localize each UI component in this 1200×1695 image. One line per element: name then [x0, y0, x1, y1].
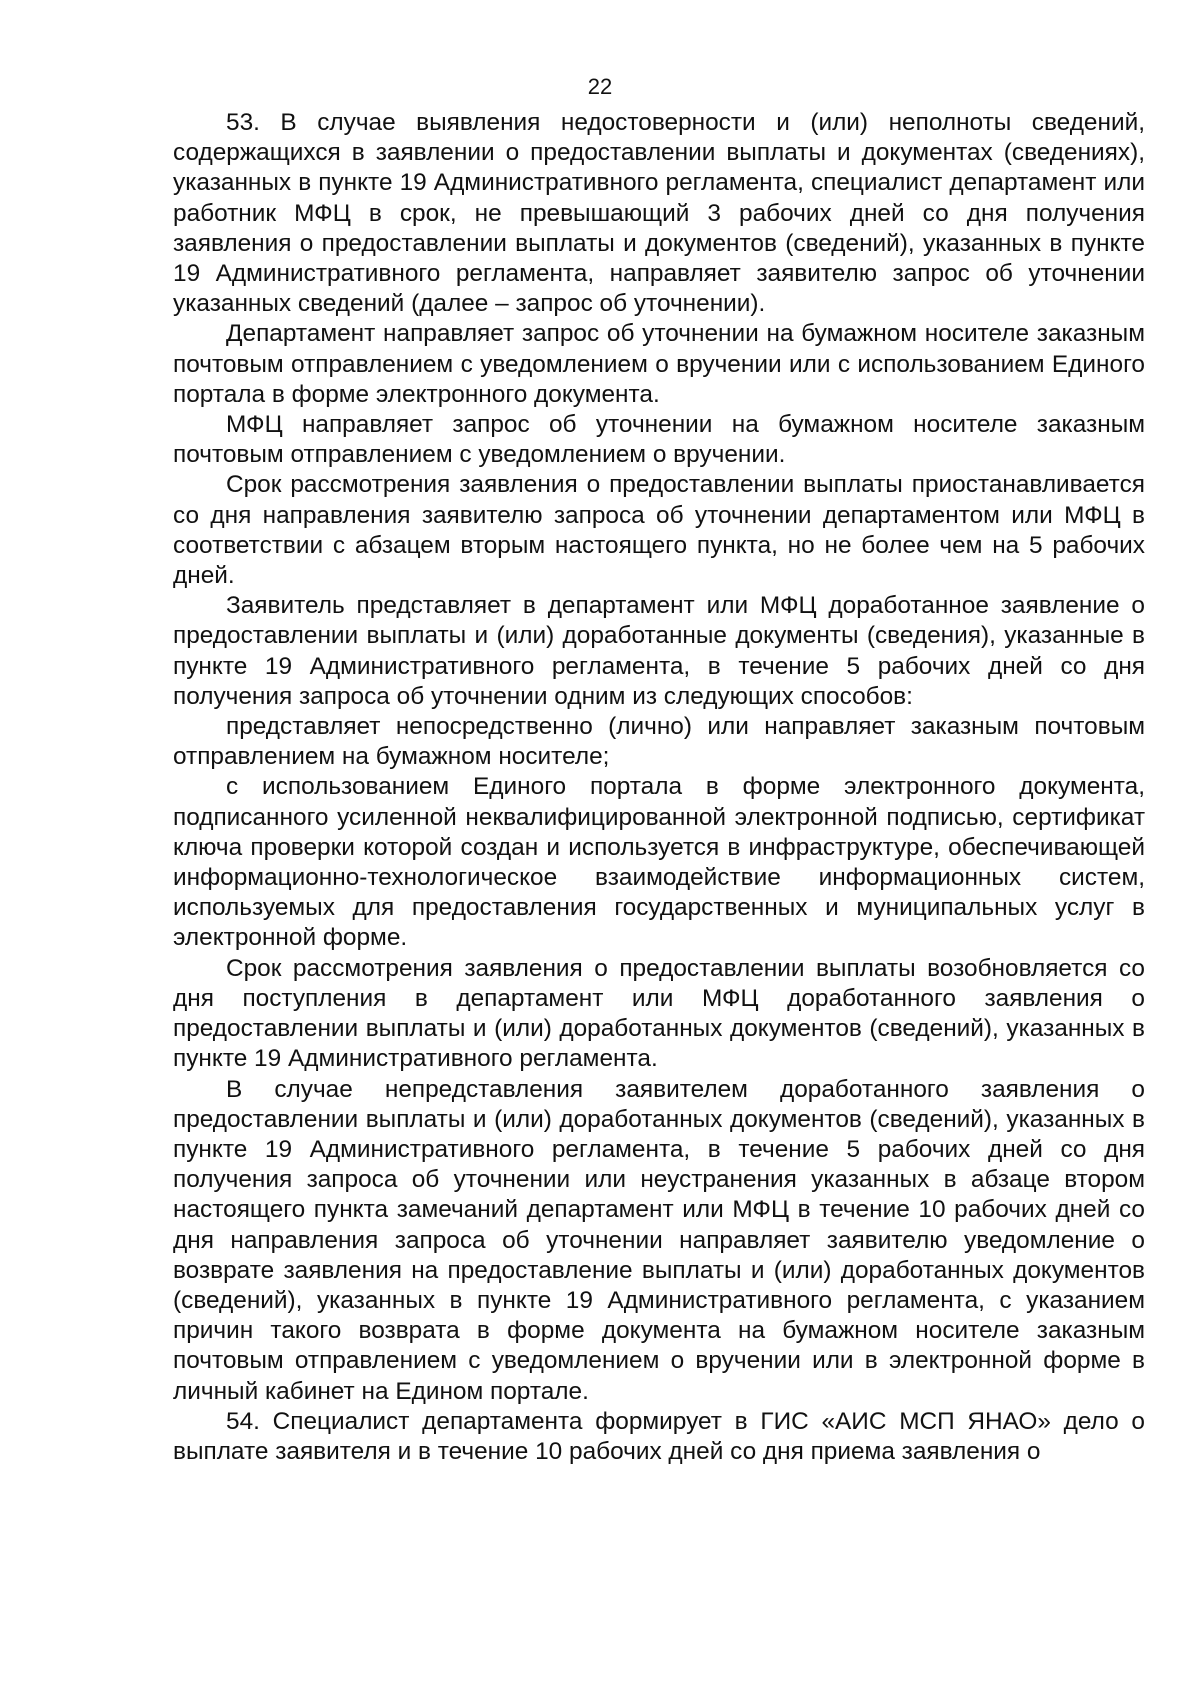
paragraph-53: 53. В случае выявления недостоверности и (или) неполноты сведений, содержащихся в заявлении о предоставлении выплаты и документах (сведениях), указанных в пункте 19 Административного регламента, специалист департамент или работник МФЦ в срок, не превышающий 3 рабочих дней со дня получения заявления о предоставлении выплаты и документов (сведений), указанных в пункте 19 Административного регламента, направляет заявителю запрос об уточнении указанных сведений (далее – запрос об уточнении).	[173, 109, 1145, 318]
paragraph-return-notice: В случае непредставления заявителем доработанного заявления о предоставлении выплаты и (или) доработанных документов (сведений), указанных в пункте 19 Административного регламента, в течение 5 рабочих дней со дня получения запроса об уточнении или неустранения указанных в абзаце втором настоящего пункта замечаний департамент или МФЦ в течение 10 рабочих дней со дня направления запроса об уточнении направляет заявителю уведомление о возврате заявления на предоставление выплаты и (или) доработанных документов (сведений), указанных в пункте 19 Административного регламента, с указанием причин такого возврата в форме документа на бумажном носителе заказным почтовым отправлением с уведомлением о вручении или в электронной форме в личный кабинет на Едином портале.	[173, 1075, 1145, 1405]
paragraph-resumption: Срок рассмотрения заявления о предоставлении выплаты возобновляется со дня поступления в департамент или МФЦ доработанного заявления о предоставлении выплаты и (или) доработанных документов (сведений), указанных в пункте 19 Административного регламента.	[173, 954, 1145, 1073]
paragraph-department-request: Департамент направляет запрос об уточнении на бумажном носителе заказным почтовым отправлением с уведомлением о вручении или с использованием Единого портала в форме электронного документа.	[173, 320, 1145, 408]
paragraph-method-in-person: представляет непосредственно (лично) или направляет заказным почтовым отправлением на бумажном носителе;	[173, 713, 1145, 771]
paragraph-54: 54. Специалист департамента формирует в ГИС «АИС МСП ЯНАО» дело о выплате заявителя и в течение 10 рабочих дней со дня приема заявления о	[173, 1407, 1145, 1465]
paragraph-suspension: Срок рассмотрения заявления о предоставлении выплаты приостанавливается со дня направления заявителю запроса об уточнении департаментом или МФЦ в соответствии с абзацем вторым настоящего пункта, но не более чем на 5 рабочих дней.	[173, 471, 1145, 590]
paragraph-applicant-submits: Заявитель представляет в департамент или МФЦ доработанное заявление о предоставлении выплаты и (или) доработанные документы (сведения), указанные в пункте 19 Административного регламента, в течение 5 рабочих дней со дня получения запроса об уточнении одним из следующих способов:	[173, 592, 1145, 710]
paragraph-method-portal: с использованием Единого портала в форме электронного документа, подписанного усиленной неквалифицированной электронной подписью, сертификат ключа проверки которой создан и используется в инфраструктуре, обеспечивающей информационно-технологическое взаимодействие информационных систем, используемых для предоставления государственных и муниципальных услуг в электронной форме.	[173, 773, 1145, 952]
page-number: 22	[587, 74, 613, 99]
paragraph-mfc-request: МФЦ направляет запрос об уточнении на бумажном носителе заказным почтовым отправлением с уведомлением о вручении.	[173, 411, 1145, 469]
document-body	[173, 108, 1145, 1467]
